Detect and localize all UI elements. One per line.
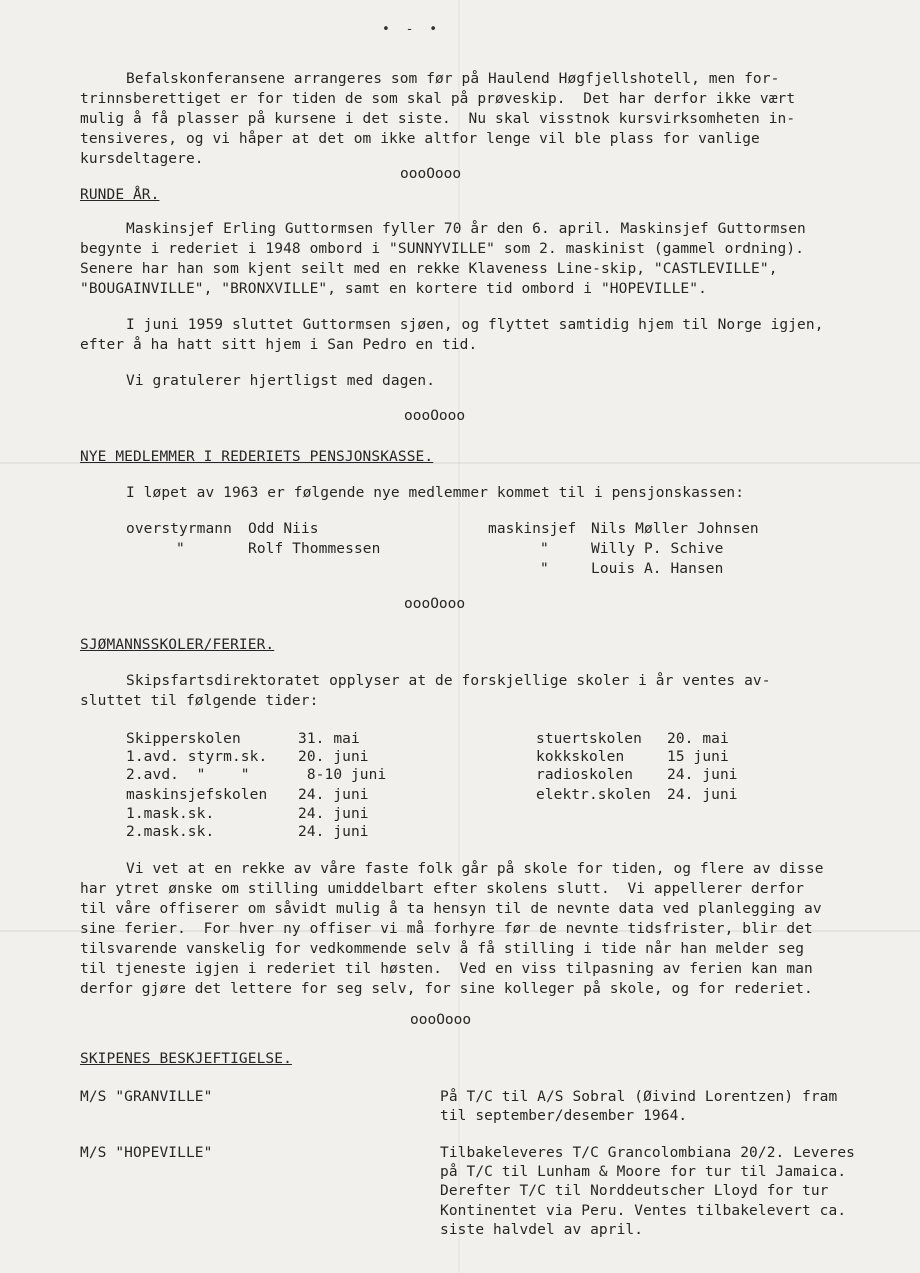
pension-member-name: Louis A. Hansen (591, 561, 724, 577)
schools-paragraph-line: sine ferier. For hver ny offiser vi må forhyre før de nevnte tidsfrister, blir det (80, 921, 813, 937)
school-name: stuertskolen (536, 731, 642, 747)
school-name: 1.avd. styrm.sk. (126, 749, 268, 765)
pension-intro: I løpet av 1963 er følgende nye medlemmer kommet til i pensjonskassen: (126, 485, 745, 501)
pension-member-name: Rolf Thommessen (248, 541, 381, 557)
school-end-date: 24. juni (667, 787, 738, 803)
pension-member-name: Nils Møller Johnsen (591, 521, 759, 537)
pension-member-rank: " (176, 541, 185, 557)
school-end-date: 24. juni (298, 806, 369, 822)
ship-name: M/S "HOPEVILLE" (80, 1145, 213, 1161)
intro-line: trinnsberettiget er for tiden de som skal på prøveskip. Det har derfor ikke vært (80, 91, 796, 107)
section-separator: oooOooo (400, 166, 462, 182)
pension-member-name: Odd Niis (248, 521, 319, 537)
pension-member-rank: " (540, 561, 549, 577)
ship-employment-line: på T/C til Lunham & Moore for tur til Jamaica. (440, 1164, 847, 1180)
school-name: elektr.skolen (536, 787, 651, 803)
school-name: radioskolen (536, 767, 634, 783)
pension-member-name: Willy P. Schive (591, 541, 724, 557)
school-name: Skipperskolen (126, 731, 241, 747)
section-heading-schools: SJØMANNSSKOLER/FERIER. (80, 637, 275, 653)
schools-paragraph-line: Vi vet at en rekke av våre faste folk går på skole for tiden, og flere av disse (126, 861, 824, 877)
section-heading-runde-ar: RUNDE ÅR. (80, 187, 160, 203)
ship-employment-line: siste halvdel av april. (440, 1222, 644, 1238)
schools-paragraph-line: til våre offiserer om såvidt mulig å ta hensyn til de nevnte data ved planlegging av (80, 901, 822, 917)
schools-paragraph-line: til tjeneste igjen i rederiet til høsten. Ved en viss tilpasning av ferien kan man (80, 961, 813, 977)
ship-employment-line: Kontinentet via Peru. Ventes tilbakelevert ca. (440, 1203, 847, 1219)
runde-greeting: Vi gratulerer hjertligst med dagen. (126, 373, 436, 389)
ship-employment-line: til september/desember 1964. (440, 1108, 688, 1124)
schools-paragraph-line: har ytret ønske om stilling umiddelbart efter skolens slutt. Vi appellerer derfor (80, 881, 805, 897)
school-name: 1.mask.sk. (126, 806, 215, 822)
ship-employment-line: Tilbakeleveres T/C Grancolombiana 20/2. Leveres (440, 1145, 855, 1161)
school-end-date: 20. juni (298, 749, 369, 765)
runde-paragraph-line: "BOUGAINVILLE", "BRONXVILLE", samt en kortere tid ombord i "HOPEVILLE". (80, 281, 707, 297)
ship-employment-line: Derefter T/C til Norddeutscher Lloyd for tur (440, 1183, 829, 1199)
pension-member-rank: " (540, 541, 549, 557)
schools-intro-line: sluttet til følgende tider: (80, 693, 319, 709)
school-end-date: 20. mai (667, 731, 729, 747)
school-end-date: 31. mai (298, 731, 360, 747)
school-name: maskinsjefskolen (126, 787, 268, 803)
intro-line: mulig å få plasser på kursene i det siste. Nu skal visstnok kursvirksomheten in- (80, 111, 796, 127)
school-name: 2.mask.sk. (126, 824, 215, 840)
schools-paragraph-line: tilsvarende vanskelig for vedkommende selv å få stilling i tide når han melder seg (80, 941, 805, 957)
intro-line: tensiveres, og vi håper at det om ikke altfor lenge vil ble plass for vanlige (80, 131, 760, 147)
section-heading-ships: SKIPENES BESKJEFTIGELSE. (80, 1051, 292, 1067)
school-name: kokkskolen (536, 749, 625, 765)
runde-paragraph-line: Senere har han som kjent seilt med en rekke Klaveness Line-skip, "CASTLEVILLE", (80, 261, 778, 277)
intro-line: kursdeltagere. (80, 151, 204, 167)
section-separator: oooOooo (410, 1012, 472, 1028)
page-mark: • - • (382, 22, 442, 37)
pension-member-rank: maskinsjef (488, 521, 577, 537)
runde-paragraph-line: Maskinsjef Erling Guttormsen fyller 70 år den 6. april. Maskinsjef Guttormsen (126, 221, 806, 237)
school-end-date: 24. juni (298, 787, 369, 803)
section-separator: oooOooo (404, 408, 466, 424)
section-separator: oooOooo (404, 596, 466, 612)
school-end-date: 15 juni (667, 749, 729, 765)
runde-paragraph-line: begynte i rederiet i 1948 ombord i "SUNNYVILLE" som 2. maskinist (gammel ordning). (80, 241, 805, 257)
school-end-date: 24. juni (667, 767, 738, 783)
intro-line: Befalskonferansene arrangeres som før på Haulend Høgfjellshotell, men for- (126, 71, 780, 87)
school-end-date: 24. juni (298, 824, 369, 840)
schools-paragraph-line: derfor gjøre det lettere for seg selv, for sine kolleger på skole, og for rederiet. (80, 981, 813, 997)
school-name: 2.avd. " " (126, 767, 250, 783)
schools-intro-line: Skipsfartsdirektoratet opplyser at de forskjellige skoler i år ventes av- (126, 673, 771, 689)
section-heading-pension: NYE MEDLEMMER I REDERIETS PENSJONSKASSE. (80, 449, 434, 465)
school-end-date: 8-10 juni (298, 767, 387, 783)
paper-fold-line (458, 0, 460, 1273)
ship-name: M/S "GRANVILLE" (80, 1089, 213, 1105)
ship-employment-line: På T/C til A/S Sobral (Øivind Lorentzen) fram (440, 1089, 838, 1105)
runde-paragraph-line: I juni 1959 sluttet Guttormsen sjøen, og flyttet samtidig hjem til Norge igjen, (126, 317, 824, 333)
runde-paragraph-line: efter å ha hatt sitt hjem i San Pedro en tid. (80, 337, 478, 353)
pension-member-rank: overstyrmann (126, 521, 232, 537)
